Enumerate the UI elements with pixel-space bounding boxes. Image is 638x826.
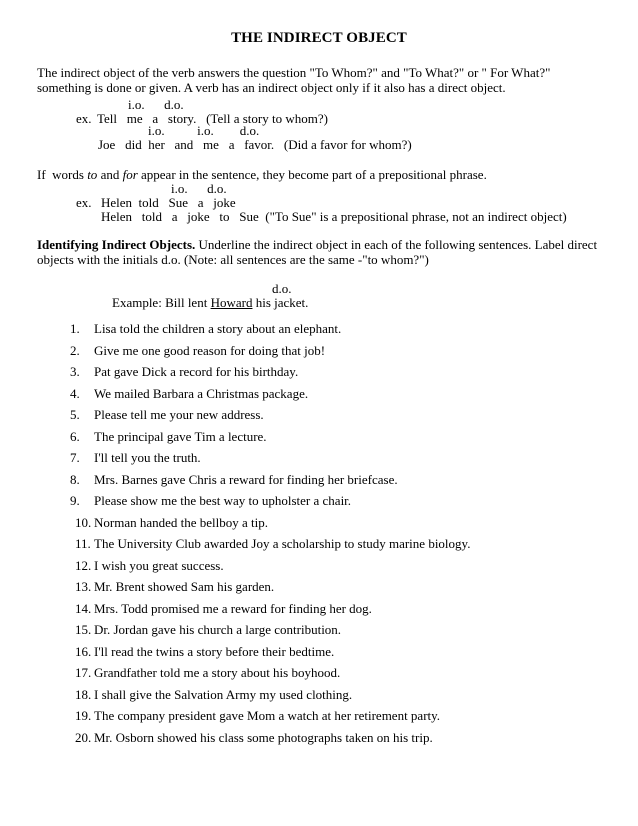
example2-sentence1: Helen told Sue a joke (101, 195, 236, 210)
item-text: Mrs. Todd promised me a reward for finding her dog. (94, 600, 372, 616)
item-number: 3. (70, 364, 80, 379)
example3-sentence (112, 295, 308, 310)
item-number: 11. (75, 536, 91, 551)
exercise-list (0, 322, 470, 752)
if-words-part1: If words (37, 167, 88, 182)
list-item (0, 408, 470, 430)
list-item (0, 666, 470, 688)
item-text: Grandfather told me a story about his boyhood. (94, 665, 341, 680)
item-number: 8. (70, 471, 80, 487)
list-item (0, 645, 470, 667)
item-text: I'll tell you the truth. (94, 450, 201, 465)
item-text: Please show me the best way to upholster a chair. (94, 493, 352, 508)
item-number: 12. (75, 557, 92, 573)
item-number: 2. (70, 342, 80, 358)
example3-underlined: Howard (210, 295, 253, 310)
item-number: 20. (75, 729, 92, 745)
list-item (0, 623, 470, 645)
instructions-text: Underline the indirect object in each of the following sentences. Label direct objects with the initials d.o. (Note: all sentences are the same -"to whom?") (37, 237, 598, 268)
intro-paragraph: The indirect object of the verb answers the question "To Whom?" and "To What?" or " For What?" something is done or given. A verb has an indirect object only if it also has a direct object. (37, 65, 551, 96)
item-text: Give me one good reason for doing that job! (94, 342, 326, 358)
example2-prefix: ex. (76, 195, 92, 210)
item-text: Mrs. Barnes gave Chris a reward for finding her briefcase. (94, 471, 398, 487)
item-number: 6. (70, 428, 80, 444)
list-item (0, 430, 470, 452)
item-number: 4. (70, 385, 80, 401)
item-text: Please tell me your new address. (94, 407, 264, 422)
item-text: The principal gave Tim a lecture. (94, 428, 267, 444)
item-text: Lisa told the children a story about an elephant. (94, 321, 342, 336)
item-number: 14. (75, 600, 92, 616)
list-item (0, 516, 470, 538)
item-number: 17. (75, 665, 92, 680)
example1-labels2: i.o. i.o. d.o. (148, 123, 260, 138)
item-number: 9. (70, 493, 80, 508)
list-item (0, 731, 470, 753)
item-text: We mailed Barbara a Christmas package. (94, 385, 309, 401)
if-words-to: to (87, 167, 98, 182)
if-words-paragraph (37, 167, 487, 182)
item-number: 15. (75, 622, 92, 637)
item-text: The company president gave Mom a watch at her retirement party. (94, 708, 441, 723)
item-number: 19. (75, 708, 92, 723)
example1-labels: i.o. d.o. (128, 97, 184, 112)
item-number: 1. (70, 321, 80, 336)
item-text: Mr. Brent showed Sam his garden. (94, 579, 275, 594)
example3-label: d.o. (272, 281, 292, 296)
if-words-for: for (122, 167, 138, 182)
if-words-part2: and (97, 167, 123, 182)
item-text: I'll read the twins a story before their bedtime. (94, 643, 335, 659)
item-text: The University Club awarded Joy a scholarship to study marine biology. (94, 536, 471, 551)
item-number: 5. (70, 407, 80, 422)
list-item (0, 602, 470, 624)
page-title: THE INDIRECT OBJECT (231, 30, 407, 46)
example2-sentence2: Helen told a joke to Sue ("To Sue" is a prepositional phrase, not an indirect object) (101, 209, 567, 224)
example3-suffix: his jacket. (252, 295, 309, 310)
item-number: 18. (75, 686, 92, 702)
item-number: 7. (70, 450, 80, 465)
item-text: Dr. Jordan gave his church a large contribution. (94, 622, 342, 637)
item-text: Pat gave Dick a record for his birthday. (94, 364, 299, 379)
list-item (0, 537, 470, 559)
list-item (0, 709, 470, 731)
list-item (0, 344, 470, 366)
list-item (0, 559, 470, 581)
list-item (0, 322, 470, 344)
item-text: Mr. Osborn showed his class some photographs taken on his trip. (94, 729, 433, 745)
item-text: I wish you great success. (94, 557, 224, 573)
example2-labels: i.o. d.o. (171, 181, 227, 196)
list-item (0, 365, 470, 387)
example1-prefix: ex. (76, 111, 92, 126)
list-item (0, 473, 470, 495)
example1-sentence1: Tell me a story. (Tell a story to whom?) (97, 111, 328, 126)
list-item (0, 688, 470, 710)
item-number: 13. (75, 579, 92, 594)
example3-prefix: Example: Bill lent (112, 295, 211, 310)
item-number: 10. (75, 514, 92, 530)
item-number: 16. (75, 643, 92, 659)
list-item (0, 580, 470, 602)
instructions-paragraph (37, 237, 602, 268)
if-words-part3: appear in the sentence, they become part of a prepositional phrase. (137, 167, 487, 182)
example1-sentence2: Joe did her and me a favor. (Did a favor for whom?) (98, 137, 412, 152)
instructions-heading: Identifying Indirect Objects. (37, 237, 196, 252)
item-text: I shall give the Salvation Army my used clothing. (94, 686, 353, 702)
item-text: Norman handed the bellboy a tip. (94, 514, 269, 530)
list-item (0, 387, 470, 409)
list-item (0, 451, 470, 473)
list-item (0, 494, 470, 516)
